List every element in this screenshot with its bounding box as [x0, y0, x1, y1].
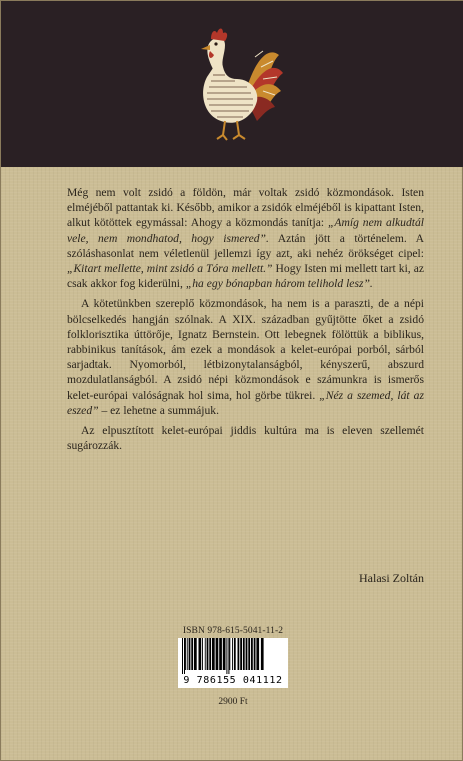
barcode-bar — [234, 638, 236, 670]
quoted-proverb: „Kitart mellette, mint zsidó a Tóra mellett.” — [67, 262, 273, 276]
blurb-paragraph-1 — [67, 185, 424, 291]
barcode-bar — [191, 638, 193, 670]
blurb-text: Az elpusztított kelet-európai jiddis kultúra ma is eleven szellemét sugározzák. — [67, 424, 424, 453]
blurb-paragraph-2 — [67, 296, 424, 418]
barcode-bar — [243, 638, 245, 670]
quoted-proverb: „ha egy bónapban három telihold lesz”. — [185, 277, 373, 291]
barcode-bar — [212, 638, 215, 670]
barcode-bar — [240, 638, 242, 670]
back-cover-blurb — [67, 185, 424, 453]
barcode-bar — [261, 638, 264, 670]
barcode-bar — [199, 638, 202, 670]
blurb-text: Még nem volt zsidó a földön, már voltak zsidó közmondások. Isten elméjéből pattantak ki. Később, amikor a zsidók elméjéből is kipattant Isten, alkut kötöttek egymással: Ahogy a közmondás tanítja: — [67, 186, 424, 230]
barcode-bar — [232, 638, 233, 670]
blurb-text: Hogy Isten mi mellett tart ki, az csak akkor fog kiderülni, — [67, 262, 424, 291]
barcode-bar — [202, 638, 203, 670]
barcode-bar — [256, 638, 259, 670]
isbn-label: ISBN 978-615-5041-11-2 — [182, 626, 284, 636]
barcode-bar — [251, 638, 253, 670]
barcode-bar — [194, 638, 197, 670]
barcode-digits: 9 786155 041112 — [178, 674, 288, 688]
barcode-bar — [228, 638, 229, 674]
rooster-legs — [217, 121, 245, 140]
blurb-author: Halasi Zoltán — [359, 571, 424, 585]
price-label: 2900 Ft — [218, 697, 248, 707]
rooster-body — [203, 65, 257, 123]
blurb-paragraph-3 — [67, 423, 424, 453]
quoted-proverb: „Néz a szemed, lát az eszed” — [67, 388, 424, 417]
barcode-bar — [184, 638, 185, 674]
barcode-bar — [187, 638, 188, 670]
barcode-bar — [238, 638, 240, 670]
barcode-bars — [178, 638, 288, 674]
barcode-bar — [207, 638, 209, 670]
barcode-bar — [246, 638, 248, 670]
rooster-comb — [211, 29, 227, 42]
rooster-eye — [214, 42, 217, 45]
barcode-bar — [209, 638, 211, 670]
blurb-text: Aztán jött a történelem. A szóláshasonlat nem véletlenül jellemzi így azt, aki nehéz örökséget cipel: — [67, 231, 424, 260]
barcode-bar — [226, 638, 227, 674]
illustration-band — [1, 1, 463, 167]
barcode-bar — [189, 638, 191, 670]
quoted-proverb: „Amíg nem alkudtál vele, nem mondhatod, hogy ismered”. — [67, 216, 424, 245]
barcode-bar — [223, 638, 226, 670]
barcode-bar — [254, 638, 256, 670]
blurb-text: – ez lehetne a summájuk. — [98, 403, 219, 417]
barcode-bar — [248, 638, 250, 670]
barcode-bar — [219, 638, 222, 670]
barcode-bar — [205, 638, 206, 670]
barcode-bar — [216, 638, 219, 670]
rooster-beak — [201, 45, 210, 50]
barcode-bar — [185, 638, 186, 670]
rooster-illustration — [177, 17, 287, 147]
blurb-text: A kötetünkben szereplő közmondások, ha nem is a paraszti, de a népi bölcselkedés hangján szólnak. A XIX. században gyűjtötte őket a zsidó folklorisztika úttörője, Ignatz Bernstein. Ott lebegnek fölöttük a biblikus, rabbinikus tanítások, ám ezek a mondások a kelet-európai porból, sárból sarjadtak. Nyomorból, létbizonytalanságból, kényszerű, abszurd mozdulatlanságból. A zsidó népi közmondások e számunkra is ismerős kelet-európai valóságnak hol sima, hol görbe tükrei. — [67, 297, 424, 402]
barcode-bar — [182, 638, 183, 674]
barcode-bar — [229, 638, 230, 670]
